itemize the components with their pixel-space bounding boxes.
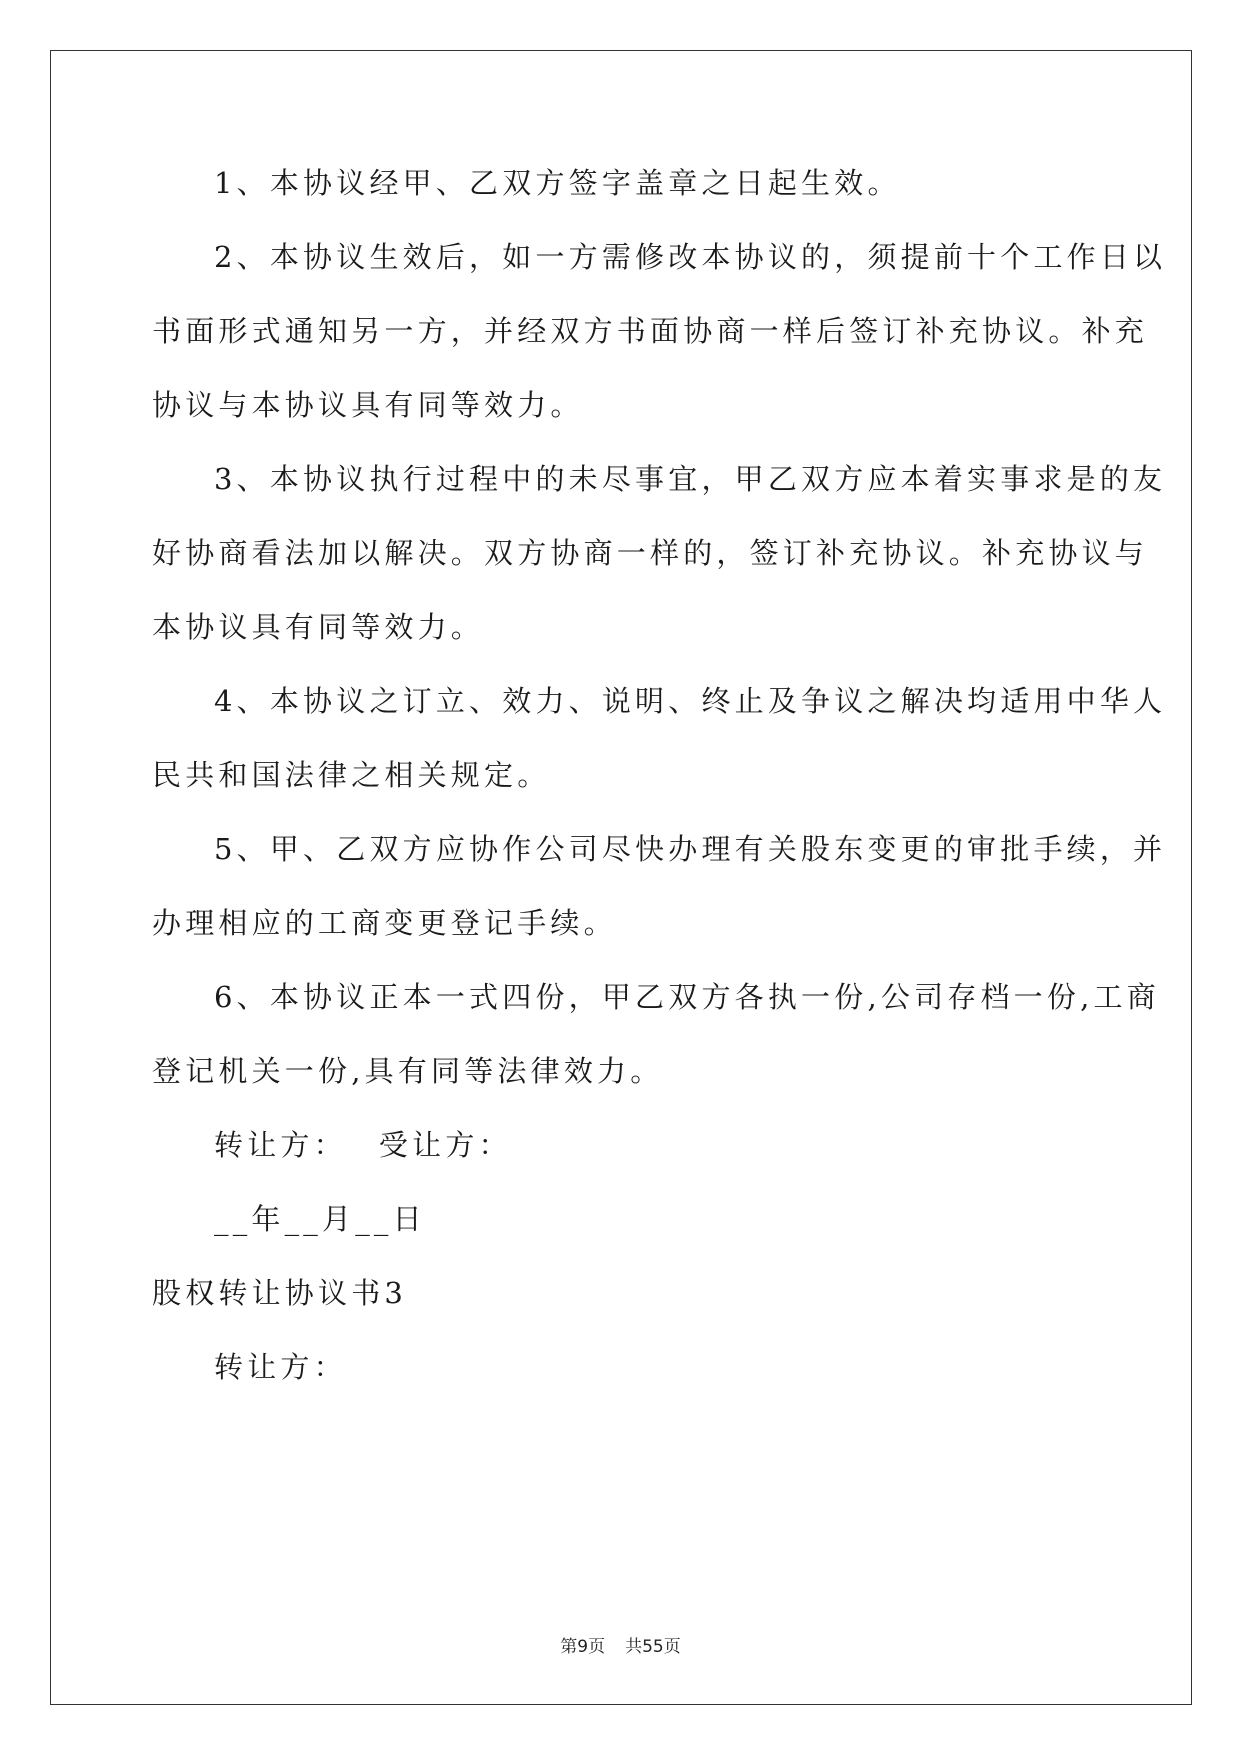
paragraph-6-line-1: 6、本协议正本一式四份，甲乙双方各执一份,公司存档一份,工商 xyxy=(214,980,1160,1014)
total-suffix: 页 xyxy=(663,1637,681,1657)
page-number: 9 xyxy=(577,1637,589,1657)
paragraph-1-line-1: 1、本协议经甲、乙双方签字盖章之日起生效。 xyxy=(214,166,901,200)
paragraph-4-line-1: 4、本协议之订立、效力、说明、终止及争议之解决均适用中华人 xyxy=(214,684,1167,718)
total-pages: 55 xyxy=(642,1637,664,1657)
paragraph-2-line-2: 书面形式通知另一方，并经双方书面协商一样后签订补充协议。补充 xyxy=(152,314,1149,348)
paragraph-2-line-3: 协议与本协议具有同等效力。 xyxy=(152,388,584,422)
page-prefix: 第 xyxy=(560,1637,578,1657)
total-prefix: 共 xyxy=(625,1637,643,1657)
page-footer xyxy=(0,1632,1241,1657)
paragraph-4-line-2: 民共和国法律之相关规定。 xyxy=(152,758,551,792)
paragraph-3-line-3: 本协议具有同等效力。 xyxy=(152,610,485,644)
paragraph-5-line-1: 5、甲、乙双方应协作公司尽快办理有关股东变更的审批手续，并 xyxy=(214,832,1167,866)
paragraph-6-line-2: 登记机关一份,具有同等法律效力。 xyxy=(152,1054,664,1088)
paragraph-3-line-1: 3、本协议执行过程中的未尽事宜，甲乙双方应本着实事求是的友 xyxy=(214,462,1167,496)
transferor-label: 转让方： xyxy=(214,1350,347,1384)
page-suffix: 页 xyxy=(588,1637,606,1657)
signature-date: __年__月__日 xyxy=(214,1202,426,1236)
paragraph-5-line-2: 办理相应的工商变更登记手续。 xyxy=(152,906,617,940)
paragraph-3-line-2: 好协商看法加以解决。双方协商一样的，签订补充协议。补充协议与 xyxy=(152,536,1149,570)
signature-parties: 转让方： 受让方： xyxy=(214,1128,512,1162)
paragraph-2-line-1: 2、本协议生效后，如一方需修改本协议的，须提前十个工作日以 xyxy=(214,240,1167,274)
section-heading: 股权转让协议书3 xyxy=(152,1276,408,1310)
page-border xyxy=(50,50,1192,1705)
